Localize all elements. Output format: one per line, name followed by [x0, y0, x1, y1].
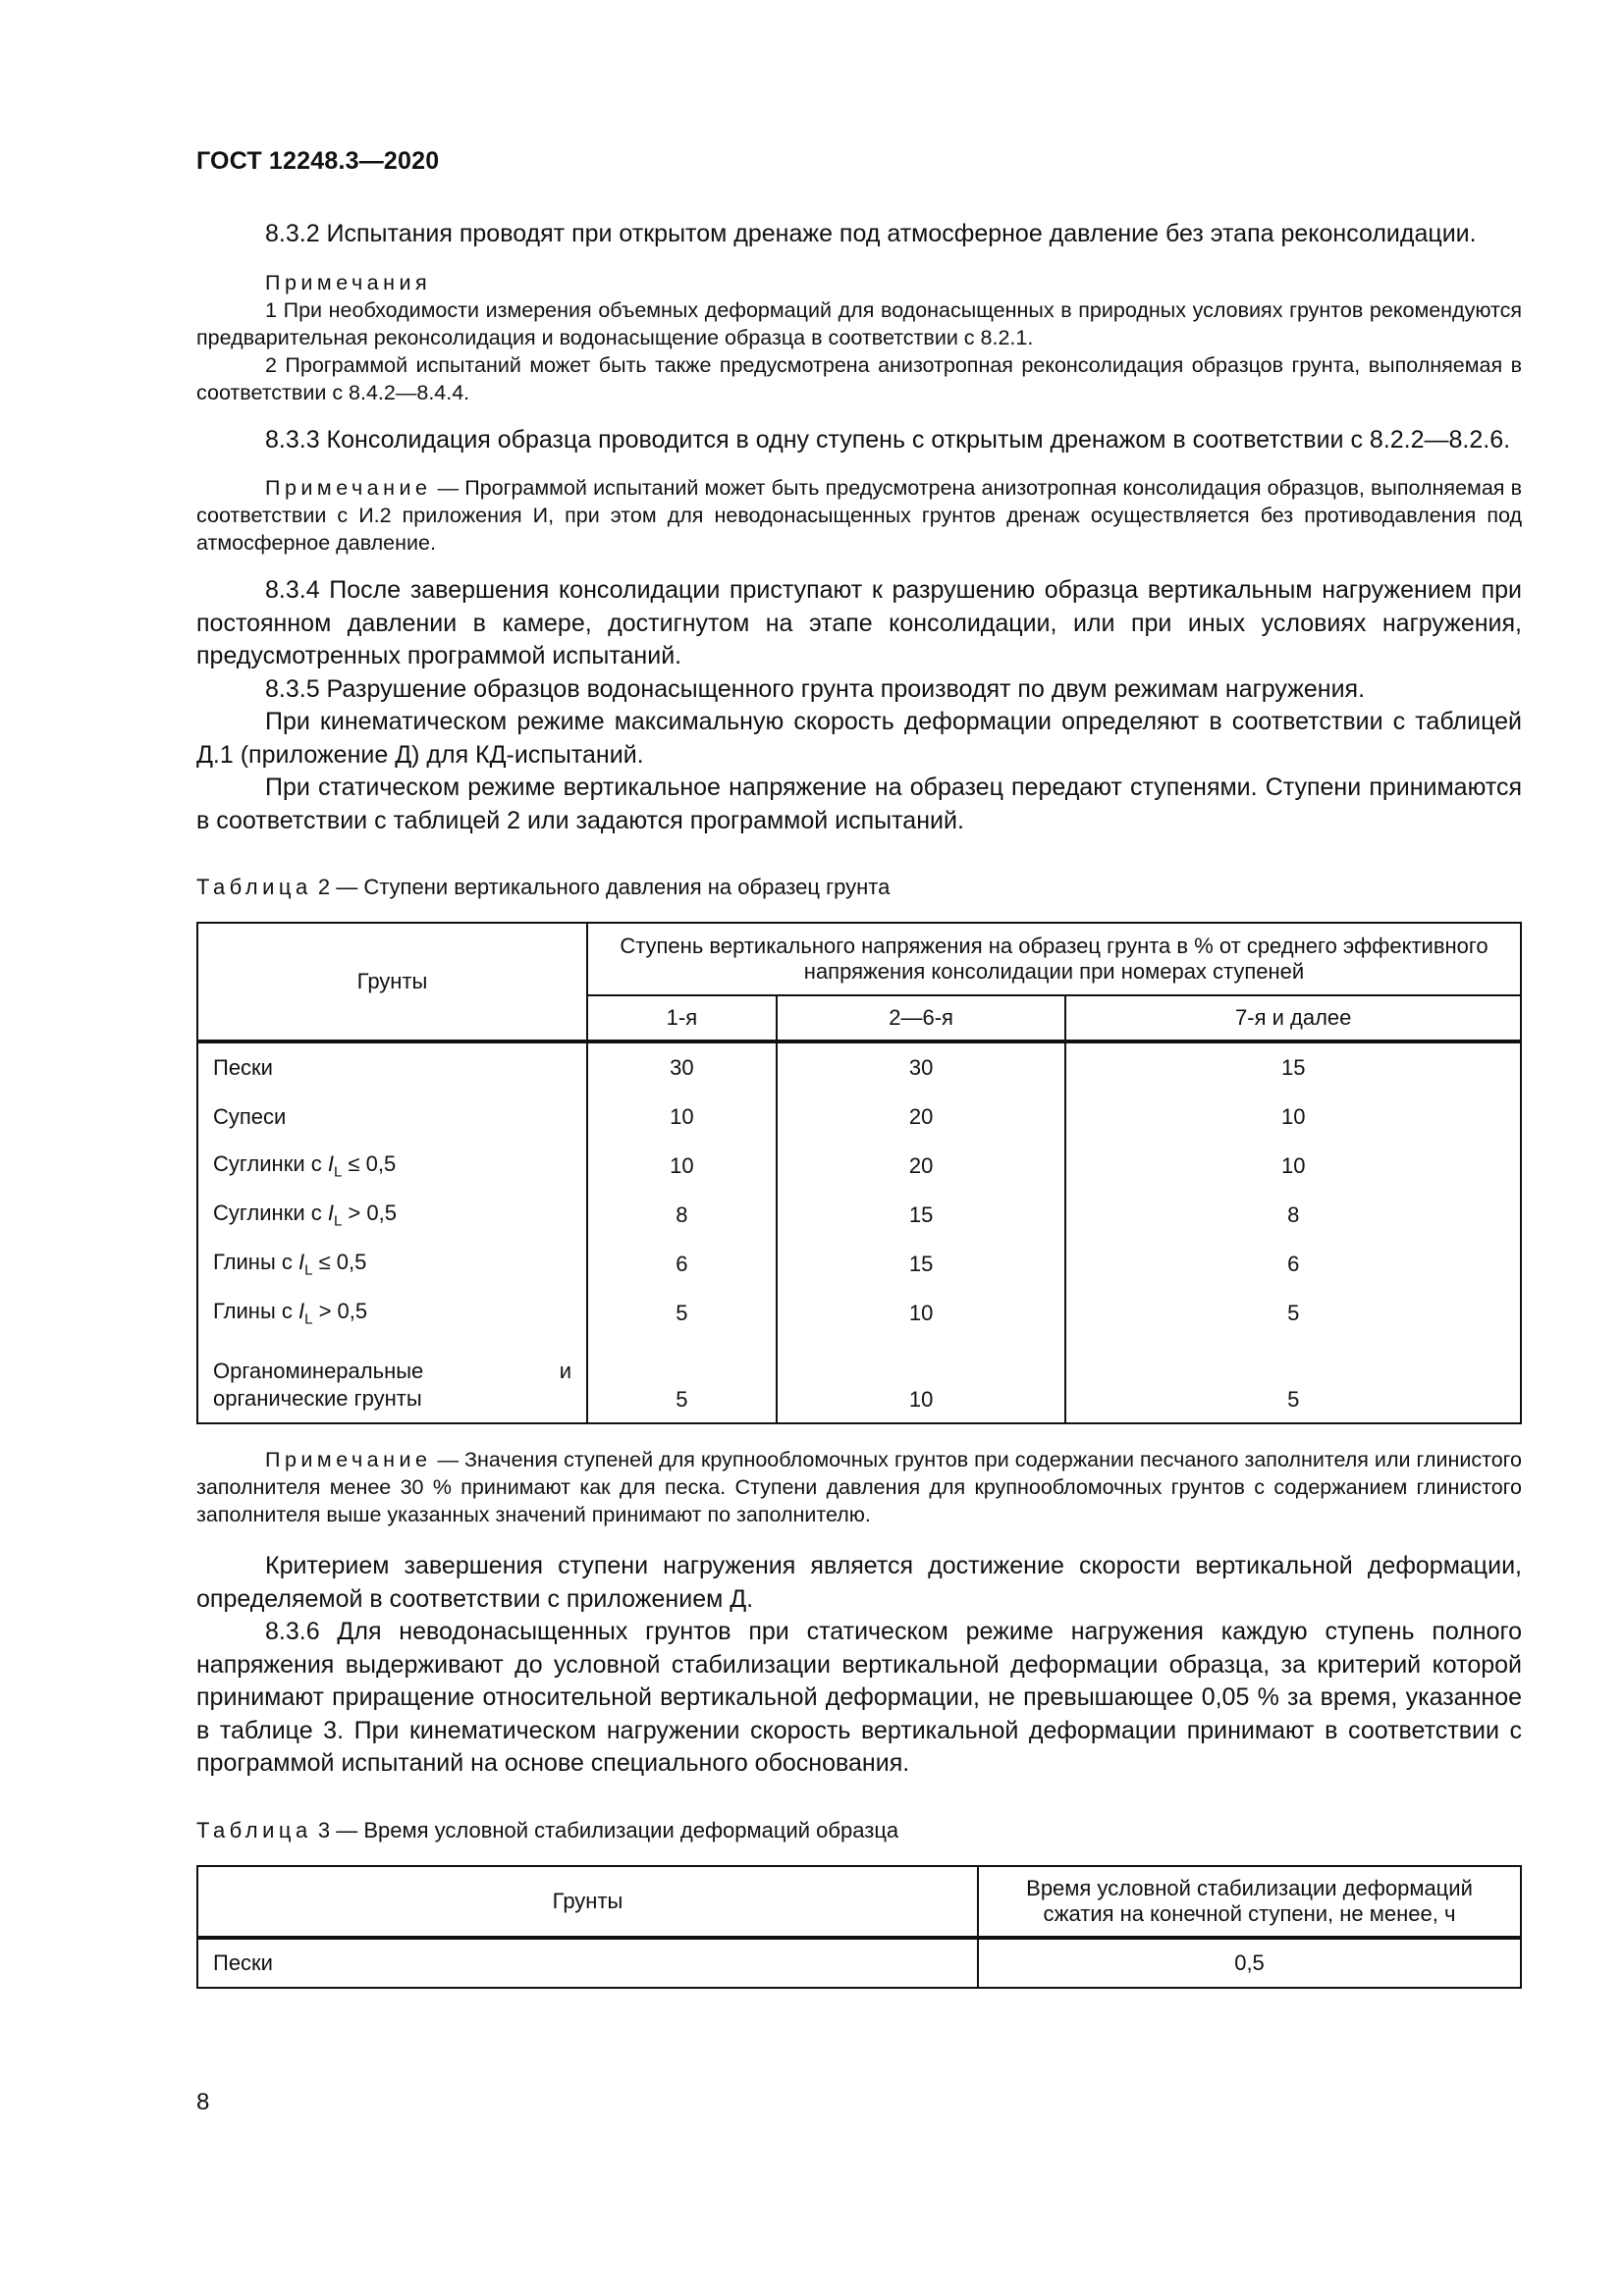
note-label: Примечание: [265, 476, 432, 500]
row-label: Супеси: [197, 1093, 587, 1142]
notes-block-1: [196, 269, 1522, 406]
liquidity-symbol: I: [298, 1250, 305, 1275]
table-row: [197, 1142, 1521, 1191]
row-label: Пески: [197, 1041, 587, 1093]
table-row: [197, 1041, 1521, 1093]
table-3: [196, 1865, 1522, 1989]
liquidity-symbol: I: [298, 1299, 305, 1324]
cell-value: 10: [1065, 1093, 1521, 1142]
note-text: — Значения ступеней для крупнообломочных грунтов при содержании песчаного заполнителя или глинистого заполнителя менее 30 % принимают как для песка. Ступени давления для крупнообломочных грунтов с содержанием глинистого заполнителя выше указанных значений принимают по заполнителю.: [196, 1448, 1522, 1526]
row-label-condition: ≤ 0,5: [342, 1151, 397, 1177]
table-row: [197, 1093, 1521, 1142]
criterion-paragraph: Критерием завершения ступени нагружения является достижение скорости вертикальной деформации, определяемой в соответствии с приложением Д.: [196, 1552, 1522, 1613]
notes-title: Примечания: [265, 270, 432, 294]
liquidity-subscript: L: [304, 1261, 313, 1279]
clause-8-3-5: 8.3.5 Разрушение образцов водонасыщенного грунта производят по двум режимам нагружения.: [265, 674, 1366, 703]
cell-value: 15: [1065, 1041, 1521, 1093]
cell-value: 5: [1065, 1289, 1521, 1338]
table-3-caption-label: Таблица: [196, 1817, 312, 1842]
clause-8-3-2: 8.3.2 Испытания проводят при открытом дренаже под атмосферное давление без этапа реконсолидации.: [265, 220, 1477, 247]
row-label: [197, 1142, 587, 1191]
cell-value: 0,5: [978, 1938, 1521, 1988]
table-2-caption-text: 2 — Ступени вертикального давления на образец грунта: [311, 875, 891, 899]
table-2-subheader-1: 1-я: [587, 995, 777, 1041]
note-label: Примечание: [265, 1448, 432, 1471]
row-label: Органоминеральные и органические грунты: [197, 1338, 587, 1423]
page-number: 8: [196, 2089, 210, 2115]
cell-value: 6: [1065, 1240, 1521, 1289]
document-page: [196, 147, 1522, 1989]
note-consolidation: [196, 474, 1522, 557]
cell-value: 10: [777, 1289, 1066, 1338]
row-label-text: Глины с: [213, 1250, 298, 1275]
cell-value: 20: [777, 1142, 1066, 1191]
document-header: ГОСТ 12248.3—2020: [196, 147, 440, 175]
row-label: [197, 1289, 587, 1338]
row-label: [197, 1191, 587, 1240]
table-3-caption: [196, 1818, 1522, 1843]
clause-8-3-5-static: При статическом режиме вертикальное напряжение на образец передают ступенями. Ступени принимаются в соответствии с таблицей 2 или задаются программой испытаний.: [196, 774, 1522, 834]
note-item-1: 1 При необходимости измерения объемных деформаций для водонасыщенных в природных условиях грунтов рекомендуются предварительная реконсолидация и водонасыщение образца в соответствии с 8.2.1.: [196, 297, 1522, 349]
row-label: [197, 1240, 587, 1289]
table-row: [197, 1191, 1521, 1240]
table-3-caption-text: 3 — Время условной стабилизации деформаций образца: [311, 1817, 899, 1842]
row-label-condition: ≤ 0,5: [312, 1250, 367, 1275]
clause-8-3-3: 8.3.3 Консолидация образца проводится в одну ступень с открытым дренажом в соответствии с 8.2.2—8.2.6.: [265, 425, 1511, 454]
cell-value: 10: [1065, 1142, 1521, 1191]
table-2-subheader-2: 2—6-я: [777, 995, 1066, 1041]
row-label-text: Глины с: [213, 1299, 298, 1324]
table-2-header-group: Ступень вертикального напряжения на образец грунта в % от среднего эффективного напряжения консолидации при номерах ступеней: [587, 923, 1521, 995]
row-label-text: Суглинки с: [213, 1151, 328, 1177]
cell-value: 15: [777, 1191, 1066, 1240]
cell-value: 5: [1065, 1338, 1521, 1423]
row-label: Пески: [197, 1938, 978, 1988]
table-row: [197, 1289, 1521, 1338]
liquidity-subscript: L: [333, 1163, 343, 1181]
cell-value: 30: [587, 1041, 777, 1093]
table-2: [196, 922, 1522, 1424]
clause-8-3-4: 8.3.4 После завершения консолидации приступают к разрушению образца вертикальным нагружением при постоянном давлении в камере, достигнутом на этапе консолидации, или при иных условиях нагружения, предусмотренных программой испытаний.: [196, 576, 1522, 669]
row-label-condition: > 0,5: [312, 1299, 368, 1324]
clause-8-3-5-kinematic: При кинематическом режиме максимальную скорость деформации определяют в соответствии с таблицей Д.1 (приложение Д) для КД-испытаний.: [196, 708, 1522, 769]
clause-8-3-6: 8.3.6 Для неводонасыщенных грунтов при статическом режиме нагружения каждую ступень полного напряжения выдерживают до условной стабилизации вертикальной деформации образца, за критерий которой принимают приращение относительной вертикальной деформации, не превышающее 0,05 % за время, указанное в таблице 3. При кинематическом нагружении скорость вертикальной деформации принимают в соответствии с программой испытаний на основе специального обоснования.: [196, 1618, 1522, 1777]
liquidity-subscript: L: [333, 1212, 343, 1230]
row-label-condition: > 0,5: [342, 1201, 397, 1226]
row-label-text: Суглинки с: [213, 1201, 328, 1226]
table-row: [197, 1240, 1521, 1289]
note-text: — Программой испытаний может быть предусмотрена анизотропная консолидация образцов, выполняемая в соответствии с И.2 приложения И, при этом для неводонасыщенных грунтов дренаж осуществляется без противодавления под атмосферное давление.: [196, 476, 1522, 555]
cell-value: 5: [587, 1289, 777, 1338]
table-row: [197, 1338, 1521, 1423]
table-2-caption: [196, 875, 1522, 900]
cell-value: 6: [587, 1240, 777, 1289]
table-3-header-time: Время условной стабилизации деформаций сжатия на конечной ступени, не менее, ч: [978, 1866, 1521, 1938]
cell-value: 30: [777, 1041, 1066, 1093]
liquidity-subscript: L: [304, 1310, 313, 1328]
table-row: [197, 1938, 1521, 1988]
table-2-subheader-3: 7-я и далее: [1065, 995, 1521, 1041]
cell-value: 10: [587, 1093, 777, 1142]
cell-value: 15: [777, 1240, 1066, 1289]
table-3-header-soil: Грунты: [197, 1866, 978, 1938]
cell-value: 20: [777, 1093, 1066, 1142]
table-2-header-soil: Грунты: [197, 923, 587, 1041]
table-2-caption-label: Таблица: [196, 875, 312, 899]
cell-value: 5: [587, 1338, 777, 1423]
liquidity-symbol: I: [327, 1201, 334, 1226]
cell-value: 8: [1065, 1191, 1521, 1240]
cell-value: 10: [777, 1338, 1066, 1423]
note-item-2: 2 Программой испытаний может быть также предусмотрена анизотропная реконсолидация образцов грунта, выполняемая в соответствии с 8.4.2—8.4.4.: [196, 352, 1522, 404]
note-coarse-soils: [196, 1446, 1522, 1528]
cell-value: 8: [587, 1191, 777, 1240]
liquidity-symbol: I: [327, 1151, 334, 1177]
cell-value: 10: [587, 1142, 777, 1191]
